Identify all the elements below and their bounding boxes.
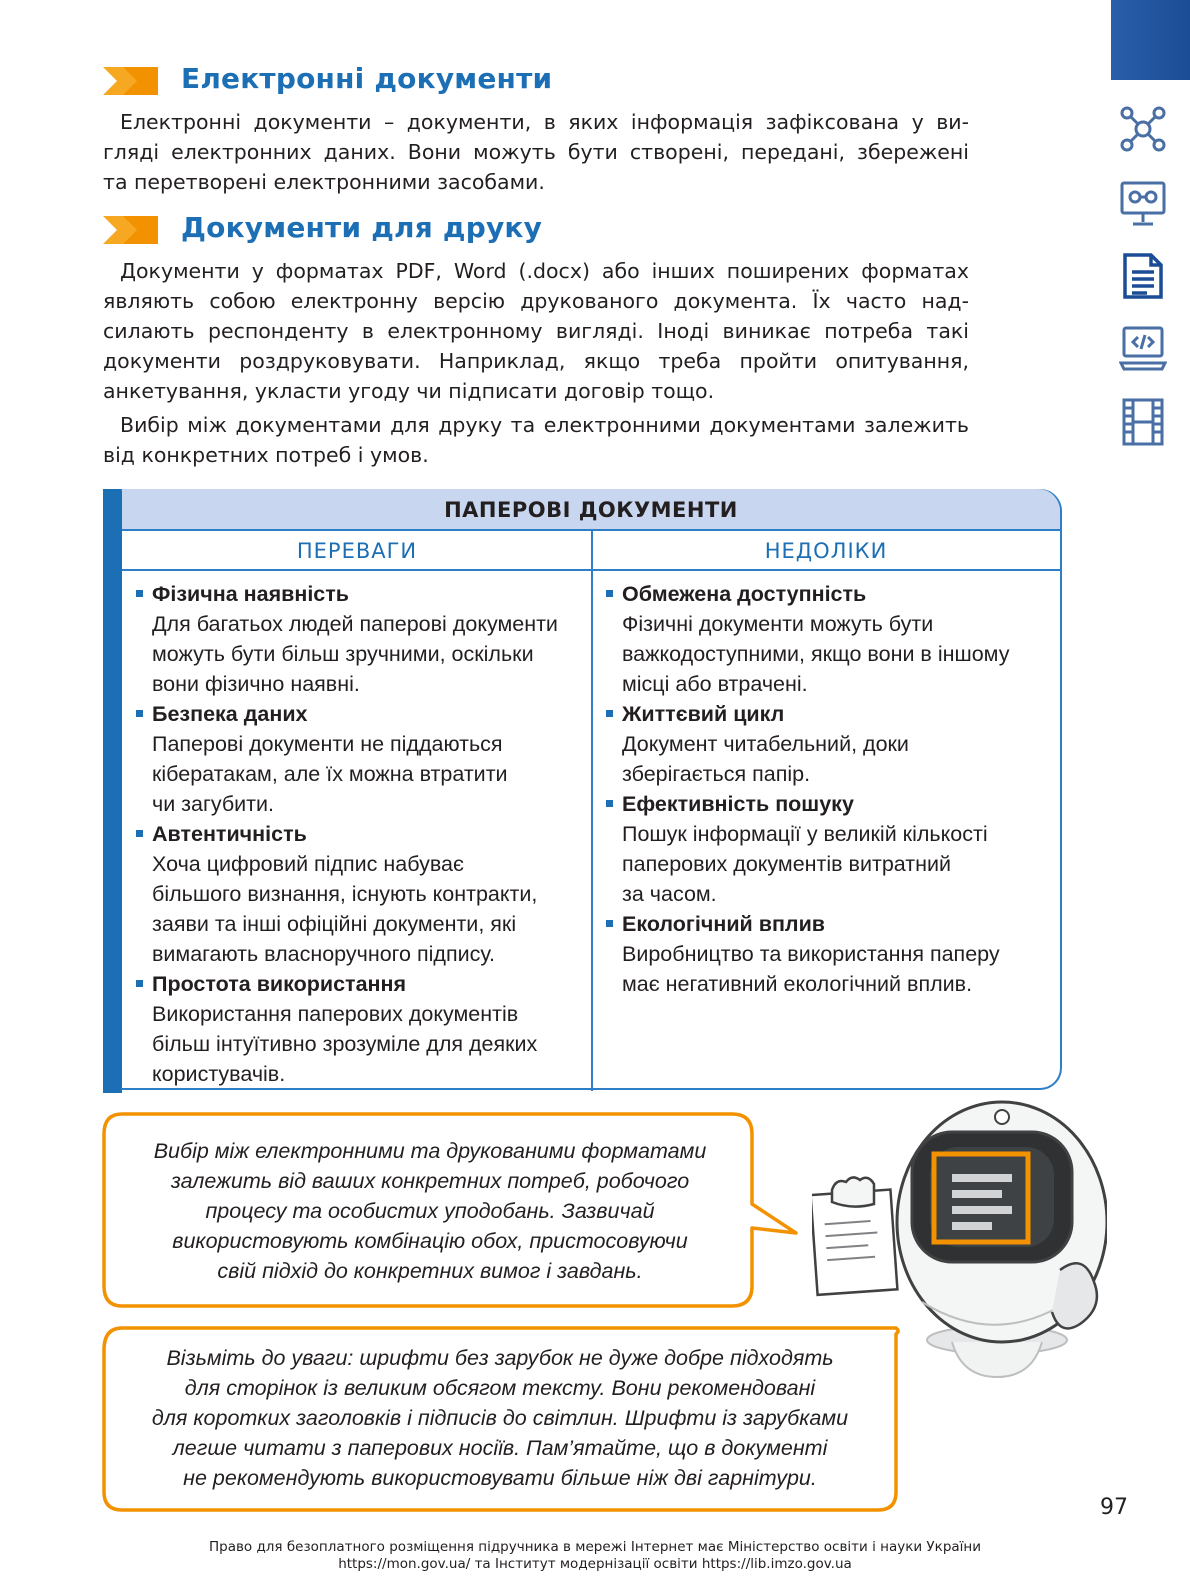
- heading-marker-icon: [103, 216, 158, 244]
- item-title: Безпека даних: [152, 702, 308, 726]
- list-item: [592, 909, 1058, 999]
- item-text: має негативний екологічний вплив.: [622, 972, 973, 996]
- list-item: [122, 579, 590, 699]
- paragraph: [103, 107, 969, 197]
- footer-line: https://mon.gov.ua/ та Інститут модернізації освіти https://lib.imzo.gov.ua: [338, 1556, 852, 1572]
- paragraph-line: від конкретних потреб і умов.: [103, 443, 429, 467]
- bullet-icon: [136, 980, 143, 987]
- item-text: важкодоступними, якщо вони в іншому: [622, 642, 1010, 666]
- page-number: 97: [1100, 1495, 1128, 1520]
- list-item: [592, 579, 1058, 699]
- section-title: Документи для друку: [181, 211, 543, 244]
- document-icon: [1119, 252, 1167, 300]
- paragraph: [103, 256, 969, 406]
- code-laptop-icon: [1119, 325, 1167, 373]
- robot-illustration: [812, 1092, 1107, 1388]
- bubble-text: [110, 1343, 890, 1493]
- item-text: більшого визнання, існують контракти,: [152, 882, 538, 906]
- item-text: паперових документів витратний: [622, 852, 952, 876]
- item-title: Екологічний вплив: [622, 912, 826, 936]
- film-icon: [1119, 398, 1167, 446]
- monitor-glasses-icon: [1119, 180, 1167, 228]
- paragraph-line: документи роздруковувати. Наприклад, якщо треба пройти опитування,: [103, 349, 969, 373]
- item-title: Фізична наявність: [152, 582, 349, 606]
- item-text: чи загубити.: [152, 792, 274, 816]
- heading-marker-icon: [103, 67, 158, 95]
- disadvantages-list: [592, 579, 1058, 999]
- bullet-icon: [136, 830, 143, 837]
- item-title: Обмежена доступність: [622, 582, 867, 606]
- bubble-line: для сторінок із великим обсягом тексту. Вони рекомендовані: [184, 1376, 816, 1400]
- paragraph-line: Документи у форматах PDF, Word (.docx) або інших поширених форматах: [120, 259, 969, 283]
- list-item: [122, 969, 590, 1089]
- paragraph-line: та перетворені електронними засобами.: [103, 170, 545, 194]
- item-title: Автентичність: [152, 822, 307, 846]
- table-title: ПАПЕРОВІ ДОКУМЕНТИ: [122, 489, 1060, 531]
- paragraph-line: Електронні документи – документи, в яких інформація зафіксована у ви-: [120, 110, 969, 134]
- item-title: Ефективність пошуку: [622, 792, 854, 816]
- paragraph-line: силають респонденту в електронному вигляді. Іноді виникає потреба такі: [103, 319, 969, 343]
- item-text: Хоча цифровий підпис набуває: [152, 852, 464, 876]
- bubble-line: свій підхід до конкретних вимог і завдань.: [217, 1259, 643, 1283]
- footer-line: Право для безоплатного розміщення підручника в мережі Інтернет має Міністерство освіти і науки України: [208, 1539, 982, 1555]
- paper-documents-table: [103, 489, 1065, 1093]
- item-text: Для багатьох людей паперові документи: [152, 612, 558, 636]
- item-text: користувачів.: [152, 1062, 286, 1086]
- item-text: вимагають власноручного підпису.: [152, 942, 495, 966]
- network-icon: [1119, 105, 1167, 153]
- list-item: [122, 819, 590, 969]
- item-text: Використання паперових документів: [152, 1002, 519, 1026]
- bullet-icon: [606, 590, 613, 597]
- item-text: Документ читабельний, доки: [622, 732, 909, 756]
- bubble-line: Візьміть до уваги: шрифти без зарубок не дуже добре підходять: [166, 1346, 834, 1370]
- paragraph-line: анкетування, укласти угоду чи підписати договір тощо.: [103, 379, 715, 403]
- bullet-icon: [606, 800, 613, 807]
- sidebar-tab: [1111, 0, 1190, 80]
- bullet-icon: [136, 590, 143, 597]
- paragraph-line: являють собою електронну версію друкованого документа. Їх часто над-: [103, 289, 969, 313]
- bubble-line: не рекомендують використовувати більше ніж дві гарнітури.: [183, 1466, 817, 1490]
- paragraph-line: гляді електронних даних. Вони можуть бути створені, передані, збережені: [103, 140, 969, 164]
- bubble-line: використовують комбінацію обох, пристосовуючи: [172, 1229, 688, 1253]
- advantages-list: [122, 579, 590, 1089]
- item-title: Простота використання: [152, 972, 407, 996]
- bubble-line: для коротких заголовків і підписів до світлин. Шрифти із зарубками: [151, 1406, 849, 1430]
- bullet-icon: [606, 710, 613, 717]
- bullet-icon: [136, 710, 143, 717]
- bullet-icon: [606, 920, 613, 927]
- item-text: Фізичні документи можуть бути: [622, 612, 934, 636]
- bubble-text: [110, 1136, 750, 1286]
- bubble-line: легше читати з паперових носіїв. Пам’ятайте, що в документі: [172, 1436, 828, 1460]
- bubble-line: залежить від ваших конкретних потреб, робочого: [170, 1169, 690, 1193]
- list-item: [592, 699, 1058, 789]
- item-text: місці або втрачені.: [622, 672, 808, 696]
- list-item: [592, 789, 1058, 909]
- column-header-advantages: ПЕРЕВАГИ: [122, 531, 592, 571]
- bubble-line: процесу та особистих уподобань. Зазвичай: [205, 1199, 655, 1223]
- item-text: Пошук інформації у великій кількості: [622, 822, 988, 846]
- paragraph-line: Вибір між документами для друку та електронними документами залежить: [120, 413, 969, 437]
- item-text: кібератакам, але їх можна втратити: [152, 762, 508, 786]
- column-header-disadvantages: НЕДОЛІКИ: [592, 531, 1060, 571]
- item-text: Виробництво та використання паперу: [622, 942, 1000, 966]
- paragraph: [103, 410, 969, 470]
- list-item: [122, 699, 590, 819]
- item-text: Паперові документи не піддаються: [152, 732, 503, 756]
- section-title: Електронні документи: [181, 62, 553, 95]
- item-text: вони фізично наявні.: [152, 672, 360, 696]
- item-text: можуть бути більш зручними, оскільки: [152, 642, 534, 666]
- item-text: зберігається папір.: [622, 762, 811, 786]
- item-text: за часом.: [622, 882, 717, 906]
- item-text: більш інтуїтивно зрозуміле для деяких: [152, 1032, 538, 1056]
- item-title: Життєвий цикл: [622, 702, 785, 726]
- bubble-line: Вибір між електронними та друкованими форматами: [153, 1139, 707, 1163]
- item-text: заяви та інші офіційні документи, які: [152, 912, 517, 936]
- table-accent-bar: [103, 489, 122, 1093]
